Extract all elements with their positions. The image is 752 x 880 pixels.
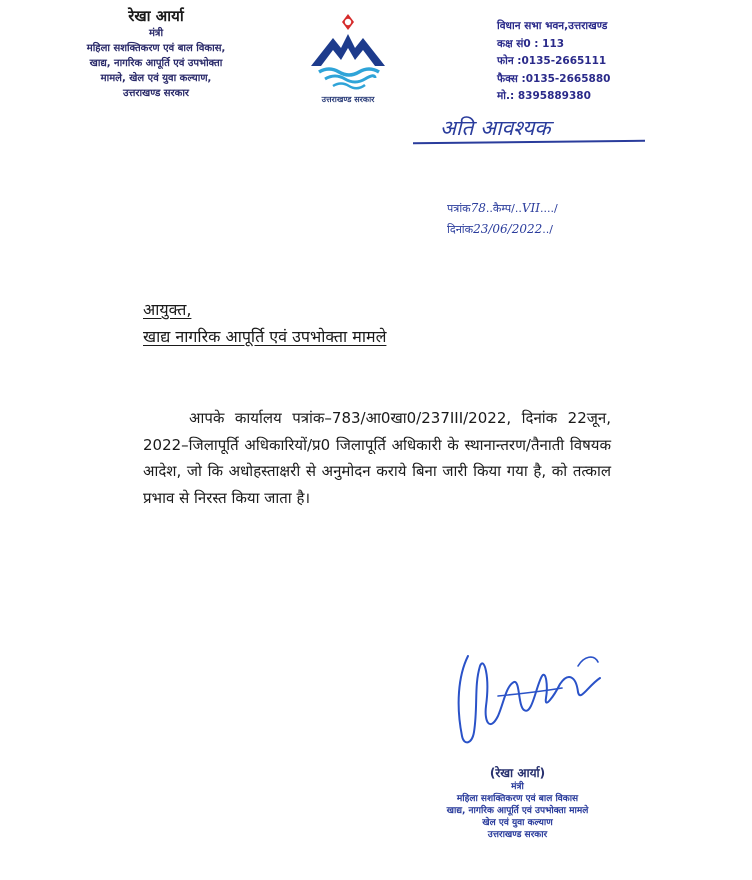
uttarakhand-emblem xyxy=(300,8,396,116)
letter-date-value: 23/06/2022 xyxy=(473,222,543,236)
signatory-line-4: उत्तराखण्ड सरकार xyxy=(487,830,548,840)
portfolio-line-1: महिला सशक्तिकरण एवं बाल विकास, xyxy=(86,43,226,54)
minister-name: रेखा आर्या xyxy=(128,7,184,25)
signatory-line-1: महिला सशक्तिकरण एवं बाल विकास xyxy=(456,794,579,804)
letter-date-label: दिनांक xyxy=(447,223,474,236)
signatory-line-2: खाद्य, नागरिक आपूर्ति एवं उपभोक्ता मामले xyxy=(446,806,589,816)
letter-date: दिनांक23/06/2022../ xyxy=(447,222,553,236)
letter-number-suffix: VII xyxy=(521,201,540,215)
addressee-department: खाद्य नागरिक आपूर्ति एवं उपभोक्ता मामले xyxy=(143,327,387,346)
signatory-line-3: खेल एवं युवा कल्याण xyxy=(482,818,553,828)
room-number: कक्ष सं0 : 113 xyxy=(497,37,565,50)
reference-block xyxy=(447,198,558,240)
letter-number-label: पत्रांक xyxy=(447,202,471,215)
signatory-title: मंत्री xyxy=(511,782,524,792)
minister-title: मंत्री xyxy=(148,28,164,39)
signatory-block xyxy=(410,765,625,841)
urgent-note: अति आवश्यक xyxy=(440,116,551,140)
addressee xyxy=(143,296,386,350)
address-line: विधान सभा भवन,उत्तराखण्ड xyxy=(497,20,608,32)
emblem-caption: उत्तराखण्ड सरकार xyxy=(321,95,375,104)
portfolio-line-2: खाद्य, नागरिक आपूर्ति एवं उपभोक्ता xyxy=(89,58,223,69)
phone-number: फोन :0135-2665111 xyxy=(497,55,607,67)
portfolio-line-4: उत्तराखण्ड सरकार xyxy=(122,88,190,99)
letter-number-value: 78 xyxy=(470,201,486,215)
state-emblem-icon xyxy=(305,8,391,94)
letter-body: आपके कार्यालय पत्रांक–783/आ0खा0/237III/2022, दिनांक 22जून, 2022–जिलापूर्ति अधिकारियों/प्र0 जिलापूर्ति अधिकारी के स्थानान्तरण/तैनाती विषयक आदेश, जो कि अधोहस्ताक्षरी से अनुमोदन कराये बिना जारी किया गया है, को तत्काल प्रभाव से निरस्त किया जाता है। xyxy=(143,409,611,507)
letter-number: पत्रांक78..कैम्प/..VII..../ xyxy=(447,201,558,215)
fax-number: फैक्स :0135-2665880 xyxy=(497,72,611,85)
contact-header xyxy=(497,18,697,106)
addressee-designation: आयुक्त, xyxy=(143,300,192,319)
letter-number-camp: कैम्प/ xyxy=(492,202,515,215)
portfolio-line-3: मामले, खेल एवं युवा कल्याण, xyxy=(100,73,212,84)
handwritten-signature xyxy=(428,636,608,766)
signatory-name: (रेखा आर्या) xyxy=(489,766,546,780)
mobile-number: मो.: 8395889380 xyxy=(497,90,591,102)
minister-header xyxy=(40,6,272,101)
